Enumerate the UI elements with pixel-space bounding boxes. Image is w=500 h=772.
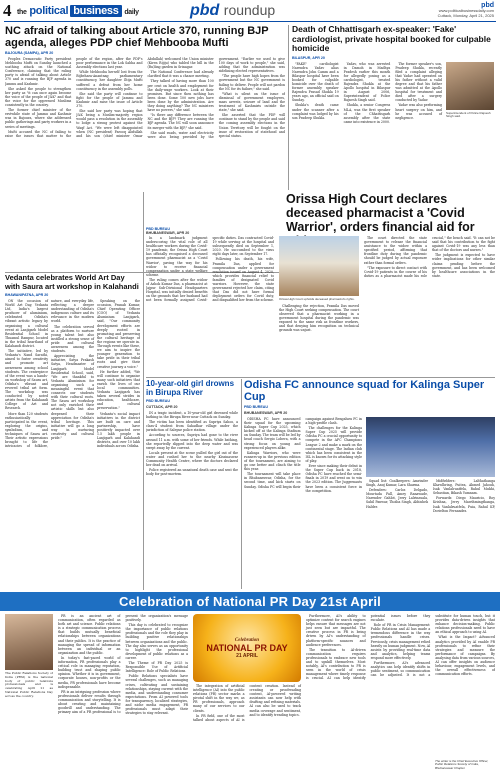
paragraph: Speaking on the occasion, Pranab Kumar, Chief Operating Officer (COO) of Vedanta Aluminium Lanjigarh, said, "Our community development efforts are deeply rooted in promoting and preserving the cultural heritage of the regions we operate in. Through events like these, we aim to inspire the younger generation to take pride in their tribal roots and give their creative journey a voice." <box>97 299 140 369</box>
paragraph: "The exposure to direct contact with Covid-19 patients in the course of his duties as a pharmacist made his role crucial," the bench said. "It can not be said that his contribution to the fight against Covid-19 was any less than that of the doctors and nurses." <box>364 236 495 278</box>
paragraph: The tournament will take place in Bhubaneswar, Odisha, for the second time, and kick starts on Sunday. Odisha FC will begin their campaign against Bengaluru FC in a high-profile clash. <box>244 417 362 489</box>
paragraph: Furthermore, AI's ability to optimize content for search engines helps ensure that messages are not just seen but are impactful. The creative process in PR is being driven by AI's understanding of platform-specific nuances and audience preferences. <box>306 614 366 647</box>
headline-kalinga: Odisha FC announce squad for Kalinga Super Cup <box>244 379 485 403</box>
divider <box>143 192 144 590</box>
paragraph: The challenges for the Kalinga Super Cup 2025 will provide Odisha FC a crucial opportunity to compete in the AFC Champions League 2 and make a mark on the continental stage. The Indian club which has been consistent in the ISL is known for its attacking style of play. <box>305 426 362 463</box>
paragraph: Public Relations specialists have several challenges, such as managing crises, cultivating and sustaining relationships, staying current with the media, and understanding consumer expectations. From AI powered tools for transparency, localised strategies, and niche media engagement, PR professionals must adapt their strategies to stay relevant. <box>125 674 188 716</box>
headline-death: Death of Chhattisgarh ex-speaker: 'Fake' cardiologist, private hospital booked for culpable homicide <box>292 25 491 53</box>
paragraph: She said the party will continue to fight for the people of Jammu and Kashmir and raise the issue of Article 370. <box>76 91 143 109</box>
paragraph: Shukla's death came under the scanner after a complaint was lodged by his son Pradeep Shukla. <box>292 103 339 120</box>
body-kalinga-right <box>366 479 495 589</box>
article-kalinga <box>244 379 495 589</box>
headline-nc: NC afraid of talking about Article 370, running BJP agenda, alleges PDP chief Mehbooba Mufti <box>5 25 269 49</box>
photo-suspect <box>446 62 494 110</box>
article-death <box>292 25 495 190</box>
headline-girl: 10-year-old girl drowns in Birupa River <box>146 379 235 397</box>
section-title: pbd roundup <box>190 2 276 19</box>
page-header <box>0 0 500 22</box>
paragraph: The judgment is expected to have wider implications for other similar claims pending before the government, and has been welcomed by healthcare associations in the state. <box>432 253 495 278</box>
byline-girl: PBD BUREAU <box>146 399 170 403</box>
paragraph: Role of PR in Crisis Management: Public Relations and AI has made a tremendous difference in the way professionals handle crises. Previously, crisis management relied heavily on human judgment. Now, AI assists by providing real-time data and analytics, helping teams respond more effectively. <box>370 623 431 660</box>
byline-nc: BAJOURA (SAMPA), APR 20 <box>5 51 54 55</box>
paragraph: Shukla, a senior Congress MLA, was the first speaker of the Chhattisgarh assembly after the state came into existence in 2000. <box>343 103 391 124</box>
byline-kalinga: PBD BUREAU <box>244 405 268 409</box>
paragraph: Challenging the rejection, Pramila Das moved the High Court seeking compensation. The court observed that a pharmacist working in a government hospital during the pandemic was exposed to the same risk as frontline workers, and that denying him recognition on technical grounds was unjust. <box>279 303 359 333</box>
author-byline: The writer is the Chief Executive Officer, Public Relations Society of India, Bhubaneswar Chapter <box>435 760 495 771</box>
paragraph: In today's fast-paced world of information, PR professionals play a critical role in managing reputation, building trust and shaping public opinion. Whether it is in government, corporate houses, non-profits or the media, PR professionals have become indispensable. <box>58 655 121 689</box>
intro-pr-day: The Public Relations Society of India (PRSI) is the national body of public relations professionals and is celebrating April 21 as National Public Relations Day across the country. <box>5 672 53 698</box>
body-girl <box>146 411 238 576</box>
paragraph: More than 120 students enthusiastically participated in the event, exploring the origins, symbolism, and techniques of Saura art. Their artistic expressions brought to life the intricacies of folklore, nature, and everyday life, reflecting a deeper understanding of Odisha's indigenous culture and its relevance in the modern world. <box>5 299 94 449</box>
paragraph: The National Conference had already clarified that it was a chance meeting. <box>147 70 214 79</box>
headline-vedanta: Vedanta celebrates World Art Day with Saura art workshop in Kalahandi <box>5 274 139 291</box>
paragraph: The ruling comes after the widow of Ashok Kumar Das, a pharmacist at Jajpur Sub-Divisional Headquarters Hospital, was initially denied benefits on the grounds that her husband had not been formally assigned Covid-specific duties. Das contracted Covid-19 while serving at the hospital and subsequently died on September 1, 2020. He succumbed to the virus eight days later, on September 17. <box>146 236 274 303</box>
paragraph: Ever since making their debut in the Super Cup back in 2018, Odisha FC have reached the semi-finals in 2019 and went on to win the 2023 edition. The Juggernauts have been a consistent force in the competition. <box>305 464 362 493</box>
photo-author <box>5 614 53 670</box>
page-number: 4 <box>3 1 12 20</box>
paragraph: IN a tragic incident, a 10-year-old girl drowned while bathing in the Birupa River near Cuttack on Sunday. <box>146 411 238 420</box>
paragraph: The integration of artificial intelligence (AI) into the public relations (PR) sector marks a pivotal shift in the way we, as PR professionals, approach many of our services to our clients. <box>193 684 245 713</box>
caption-death: Superintendent of Police Rajnesh Singh said. <box>446 110 491 118</box>
paragraph: "What is silent on the issue of dismissal of government employees, mass arrests, seizure of land and the treatment of Kashmiris outside the state," she said. <box>218 91 285 113</box>
body-vedanta <box>5 299 140 585</box>
body-orissa-right <box>364 236 495 368</box>
paragraph: Furthermore, AI's advanced analytics can help identify shifts in public sentiment, so communication can be adjusted. It is not a substitute for human touch, but it provides data-driven insights that enhance decision-making. Public relations professionals need to have an ethical approach to using AI. <box>370 614 495 678</box>
paragraph: The former speaker's son, Pradeep Shukla, recently filed a complaint alleging that Yadav had operated on his father without a valid degree and that his father was admitted at the Apollo hospital for treatment and died after a surgery conducted by Yadav. <box>395 61 442 103</box>
paragraph: Midfielders: Lalthathanga Khawlhring, Puitea, Ahmed Jahouh, Isak Vanlalruatfela, Rahul Mukhi, Sebastian, Bikash Yumnam. <box>433 479 495 496</box>
paragraph: According to sources, Supriya had gone to the river around 11 a.m. with some of her friends. While bathing, she reportedly slipped into the deep water and was swept away by the current. <box>146 433 238 450</box>
paragraph: PR is an ancient art of communication, often regarded as both art and science. Public relations is a strategic communication process that builds mutually beneficial relationships between organizations and their publics. It is the practice of managing the spread of information between an individual or an organization and the public. <box>58 614 121 655</box>
paragraph: Police registered an unnatural death case and sent the body for post-mortem. <box>146 468 238 477</box>
paragraph: Squad list: Goalkeepers: Amrinder Singh, Anuj Kumar, Lara Sharma. <box>366 479 428 488</box>
dateline-orissa: BHUBANESWAR, APR 20 <box>146 231 190 235</box>
pr-day-banner: Celebration of National PR Day 21st April <box>0 592 500 611</box>
body-orissa-mid <box>279 304 359 364</box>
paragraph: Appreciating the initiative, Satya Prakash Satya, Headmaster of Lanjigarh Model Residential School, said, "We are thankful to Vedanta Aluminium for organising such a meaningful event that connects our students with their cultural roots. The Saura art workshop not only enriched their artistic skills but also deepened their appreciation for Odisha's tribal heritage. This initiative will go a long way in nurturing creativity and cultural pride." <box>51 354 94 441</box>
paragraph: Peoples Democratic Party president Mehbooba Mufti on Sunday launched a scathing attack on the National Conference, claiming that the ruling party is afraid of talking about Article 370 and is running the BJP agenda in Jammu and Kashmir. <box>5 57 72 86</box>
paragraph: Mufti accused the NC of failing to raise the issues that matter to the people of the region, after the PDP's poor performance in the Lok Sabha and Assembly elections last year. <box>5 57 143 138</box>
paragraph: Following his death, his wife, Pramila Das, applied for compensation under a government resolution issued on August 4, 2020, which provides financial relief to families of designated Covid warriors. However, the state government rejected her claim, citing that Das did not have formal deployment orders for Covid duty, and disqualified her from the scheme. <box>212 257 274 303</box>
photo-high-court <box>279 236 359 296</box>
paragraph: Vedanta's social impact initiatives in the district are built on care and partnership, have positively impacted over 1.5 lakh people in Lanjigarh and Kalahandi districts, and over 10 lakh individuals across Odisha. <box>97 411 140 449</box>
badge-line-3: 21 APRIL <box>236 652 258 659</box>
pr-day-badge <box>193 614 301 682</box>
edition-info: pbd www.politicalbusinessdaily.com Cuttack, Monday, April 21, 2025 <box>437 2 494 18</box>
paragraph: PR is an intriguing profession where professionals deliver results through communication and storytelling. It is about creating and maintaining goodwill and understanding. The primary aim of a PR professional is to present the organization's message positively. <box>58 614 188 715</box>
paragraph: The victim has been identified as Supriya Sahoo, a class-4 student from Sahadhar village under the jurisdiction of Salepur police station. <box>146 420 238 433</box>
paragraph: They talked of having more than 100 per cent on health and employment for the daily-wage workers. Look at their promises. But since then nothing has been done. Some 100 new jobs have been done by the administration. Are they doing anything? The NC ministers have no powers," she said. <box>147 79 214 113</box>
photo-odisha-fc <box>366 417 495 477</box>
divider <box>288 25 289 190</box>
paragraph: She asserted that the PDP will continue to stand by the people and said the coming assembly elections in the Union Territory will be fought on the issue of restoration of statehood and special status. <box>218 113 285 138</box>
paragraph: This day is celebrated to recognize the importance of public relations professionals and the role they play in building positive relationships between organizations and the public. The day also serves as an opportunity to highlight the professional development of public relations as a career. <box>125 623 188 660</box>
paragraph: Locals present at the scene pulled the girl out of the water and rushed her to the nearby Kissinaswar Community Health Centre, where the doctors declared her dead on arrival. <box>146 450 238 468</box>
paragraph: In PR field, one of the most talked about aspects of AI is content creation. Instead of creating or proofreading content, AI-powered writing assistants can now help with drafting and refining materials. AI can also be used to track media coverage and sentiment, and to identify trending topics. <box>193 684 301 722</box>
body-pr-day-1 <box>58 614 188 770</box>
paragraph: The celebration served as a platform to nurture young talent but also instilled a strong sense of pride and cultural awareness among the students. <box>51 324 94 354</box>
byline-orissa: PBD BUREAU <box>146 227 170 231</box>
paragraph: ON the occasion of World Art Day, Vedanta Ltd, India's largest producer of aluminium, celebrated Odisha's vibrant artistic legacy by organising a cultural event at Lanjigarh Model Residential School in Thuamul Rampur, located in the tribal heartland of Kalahandi district. <box>5 299 48 349</box>
body-death <box>292 62 442 187</box>
article-vedanta <box>5 274 140 589</box>
paragraph: Yadav, who was arrested in Damoh in Madhya Pradesh earlier this month for allegedly posing as a cardiologist, treated Rajendra Shukla at the Apollo hospital in Bilaspur in August 2006, Superintendent of Police Rajnesh Singh said. <box>343 61 391 103</box>
body-kalinga-left <box>244 417 362 589</box>
masthead-logo: the political business daily <box>17 5 139 17</box>
article-pr-day <box>5 614 495 770</box>
dateline-girl: CUTTACK, APR 20 <box>146 405 178 409</box>
paragraph: She said her party was hoping that J&K being a Muslim-majority region would pass a resolution in the assembly to lodge a strong protest against the Waqf Act. "We were left disappointed when (NC president) Farooq Abdullah and his son (chief minister Omar Abdullah) welcomed the Union minister (Kiren Rijiju) who tabled the bill in the (Ru)ling garden in Srinagar. <box>76 57 214 138</box>
byline-vedanta: BHAWANIPATNA, APR 20 <box>5 293 49 297</box>
body-pr-day-2 <box>193 684 301 770</box>
paragraph: Kalinga Warriors, who were runners-up in the previous edition of the tournament, are aiming to go one better and clinch the title this year. <box>244 450 301 472</box>
article-girl <box>146 379 238 589</box>
paragraph: Defenders: Carlos Delgado, Mourtada Fall, Amey Ranawade, Narender Gahlot, Jerry Lalrinzuala, Sahil Panwar, Thoiba Singh, Abhishek Halder. <box>366 488 428 509</box>
paragraph: "The people have high hopes from the government but the NC government is failing to deliver. People will not pardon the NC for its failure," she said. <box>218 74 285 91</box>
paragraph: Yadav was also performing heart surgery on him, and he was accused of negligence. <box>395 103 442 120</box>
badge-line-1: Celebration <box>234 637 260 643</box>
paragraph: ODISHA FC have announced their squad for the upcoming Kalinga Super Cup 2025, which kicked off at the Kalinga Stadium on Sunday. The team will be led by head coach Sergio Lobera, with a strong focus on young and experienced players alike. <box>244 417 301 450</box>
header-rule <box>4 21 496 22</box>
byline-death: BILASPUR, APR 20 <box>292 55 325 60</box>
body-pr-day-3 <box>306 614 495 770</box>
paragraph: The transition to AI-driven communication requires professionals to embrace new tools and to upskill themselves. Most notably, AI's contribution to PR is seen in the world of crisis management where timely response is crucial. AI can help identify potential issues before they escalate. <box>306 614 431 681</box>
paragraph: "Is there any difference between the NC and the BJP? They are running the BJP agenda. The NC will soon announce its merger with the BJP," she said. <box>147 113 214 130</box>
paragraph: The former chief minister of the erstwhile state of Jammu and Kashmir was in Bajoura, where she addressed public gatherings and party workers in a series of meetings. <box>5 108 72 129</box>
headline-orissa: Orissa High Court declares deceased pharmacist a 'Covid Warrior', orders financial aid for <box>286 192 475 234</box>
body-orissa-left <box>146 236 274 368</box>
paragraph: She said roads, water and electricity were also being provided by the government. "Earlier we used to give 100 days of work to people," she said, adding that the administration was sidelining elected representatives. <box>147 57 285 139</box>
badge-line-2: NATIONAL PR DAY <box>206 642 288 653</box>
paragraph: While Mehbooba herself lost from the Bijbehara-Anantnag parliamentary constituency, her daughter Iltija Mufti suffered a defeat from her home constituency in the assembly polls. <box>76 70 143 91</box>
paragraph: Forwards: Diego Mauricio, Roy Krishna, Jerry Mawihmingthanga, Isak Vanlalruatfela, Puia, Rahul KP, Dorielton Fernandes. <box>433 496 495 513</box>
paragraph: She asked the people to strengthen her party as "it can once again become the voice of the people of J&K" and that the voice for the oppressed Muslims consistently in the country. <box>5 86 72 108</box>
paragraph: What is the Impact? Advanced analytics provided by AI enable PR professionals to refine their strategies and measure the performance of campaigns. By analysing data from various sources, AI can offer insights on audience behaviour, engagement levels, and the overall effectiveness of communication efforts. <box>435 635 495 677</box>
dateline-kalinga: BHUBANESWAR, APR 20 <box>244 411 288 415</box>
paragraph: In a landmark judgment underscoring the vital role of all healthcare workers during the Covid-19 pandemic, the Orissa High Court has officially recognised a deceased government pharmacist as a 'Covid Warrior', paving the way for his widow to receive financial compensation under a state welfare scheme. <box>146 236 208 277</box>
paragraph: He further added, "We will continue to organise many such initiatives that enrich the lives of our local communities. Vedanta Lanjigarh has taken several strides in education, healthcare, and cultural preservation." <box>97 369 140 411</box>
paragraph: The initiative, led by Vedanta's Nand Sarathi, aimed to foster creativity and promote art awareness among school students. The centrepiece of the event was a hands-on workshop of Saura art, Odisha's vibrant and revered tribal art form. The workshop was conducted by noted artists from the Kalahandi College of Art and Research. <box>5 349 48 411</box>
paragraph: "FAKE" cardiologist Narendra Yadav alias Narendra John Camm and a Bilaspur hospital have been booked for culpable homicide over the death of former assembly speaker Rajendra Prasad Shukla 19 years ago, an official said on Sunday. <box>292 61 339 103</box>
paragraph: The Theme of PR Day 2025 is Responsible Use of Artificial Intelligence: Role of Public Relations. <box>125 661 188 674</box>
caption-orissa: Orissa High Court upholds deceased pharmacist's rights. <box>279 297 355 301</box>
paragraph: The court directed the state government to release the financial assistance to the widow within a specified period, affirming that frontline duty during the pandemic should be judged by actual exposure rather than formal orders. <box>364 236 427 265</box>
orissa-body-wrap <box>146 227 495 375</box>
divider <box>146 377 495 378</box>
divider <box>241 379 242 589</box>
